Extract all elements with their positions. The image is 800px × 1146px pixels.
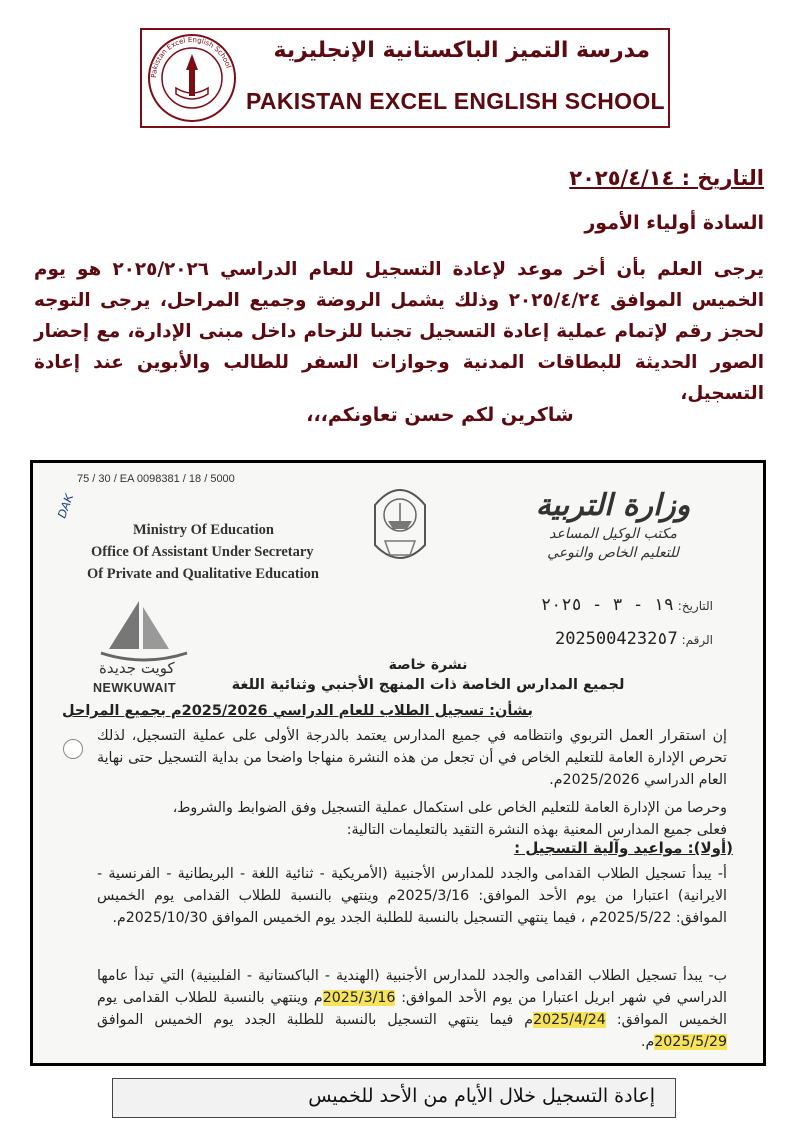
circular-date-label: التاريخ: bbox=[677, 599, 713, 613]
circular-date-value: ١٩ - ٣ - ٢٠٢٥ bbox=[540, 595, 674, 615]
punch-hole bbox=[63, 739, 83, 759]
footer-note: إعادة التسجيل خلال الأيام من الأحد للخميس bbox=[308, 1085, 655, 1107]
kuwait-emblem-icon bbox=[355, 475, 445, 575]
circular-subject: بشأن: تسجيل الطلاب للعام الدراسي 2025/2026م بجميع المراحل bbox=[61, 703, 533, 719]
logo-text: Pakistan Excel English School bbox=[149, 35, 233, 79]
ministry-arabic-sub-2: للتعليم الخاص والنوعي bbox=[547, 545, 679, 561]
school-name-arabic: مدرسة التميز الباكستانية الإنجليزية bbox=[273, 38, 650, 63]
school-logo-icon bbox=[146, 32, 238, 124]
footer-note-box bbox=[112, 1078, 676, 1118]
handwritten-mark: DAK bbox=[54, 492, 77, 520]
item-b-highlight-2: 2025/4/24 bbox=[533, 1012, 606, 1028]
ministry-line-3: Of Private and Qualitative Education bbox=[87, 566, 319, 582]
item-b-text-3: م فيما ينتهي التسجيل بالنسبة للطلبة الجدد يوم الخميس الموافق bbox=[97, 1012, 534, 1028]
ministry-name-arabic bbox=[513, 487, 713, 563]
item-b-text-1: ب- يبدأ تسجيل الطلاب القدامى والجدد للمدارس الأجنبية (الهندية - الباكستانية - الفلبينية) التي تبدأ عامها الدراسي في شهر ابريل اعتبارا من يوم الأحد الموافق: bbox=[97, 968, 728, 1006]
item-b-highlight-1: 2025/3/16 bbox=[322, 990, 396, 1006]
circular-paragraph-1: إن استقرار العمل التربوي وانتظامه في جميع المدارس يعتمد بالدرجة الأولى على عملية التسجيل، لذلك تحرص الإدارة العامة للتعليم الخاص في أن تجعل من هذه النشرة منهاجا واضحا من بداية التسجيل حتى نهاية العام الدراسي 2025/2026م. bbox=[97, 728, 727, 788]
newkuwait-english: NEWKUWAIT bbox=[93, 681, 176, 695]
item-b-text-2: م وينتهي بالنسبة للطلاب القدامى يوم الخميس الموافق: bbox=[97, 990, 727, 1028]
circular-recipients: لجميع المدارس الخاصة ذات المنهج الأجنبي وثنائية اللغة bbox=[231, 677, 625, 693]
circular-ref-number: 75 / 30 / EA 0098381 / 18 / 5000 bbox=[77, 473, 235, 485]
circular-date bbox=[541, 595, 713, 615]
circular-paragraph-3: فعلى جميع المدارس المعنية بهذه النشرة التقيد بالتعليمات التالية: bbox=[346, 822, 727, 838]
circular-title: نشرة خاصة bbox=[388, 657, 468, 673]
letter-paragraph: يرجى العلم بأن أخر موعد لإعادة التسجيل للعام الدراسي ٢٠٢٥/٢٠٢٦ هو يوم الخميس الموافق ٢٠٢٥/٤/٢٤ وذلك يشمل الروضة وجميع المراحل، يرجى التوجه لحجز رقم لإتمام عملية إعادة التسجيل تجنبا للزحام داخل مبنى الإدارة، مع إحضار الصور الحديثة للبطاقات المدنية وجوازات السفر للطالب والأبوين عند إعادة التسجيل، bbox=[34, 259, 765, 404]
circular-section-heading: (أولا): مواعيد وآلية التسجيل : bbox=[514, 839, 733, 857]
school-name-english: PAKISTAN EXCEL ENGLISH SCHOOL bbox=[246, 88, 665, 114]
newkuwait-arabic: كويت جديدة bbox=[99, 659, 175, 677]
circular-number bbox=[555, 629, 713, 649]
ministry-line-1: Ministry Of Education bbox=[133, 522, 274, 538]
letter-salutation: السادة أولياء الأمور bbox=[584, 212, 764, 234]
ministry-name-english bbox=[87, 519, 319, 585]
circular-number-value: 2025004232٥7 bbox=[554, 629, 678, 649]
ministry-arabic-title: وزارة التربية bbox=[535, 488, 691, 523]
circular-item-b bbox=[97, 965, 727, 1053]
letter-date: التاريخ : ٢٠٢٥/٤/١٤ bbox=[569, 166, 764, 190]
item-b-highlight-3: 2025/5/29 bbox=[654, 1034, 727, 1050]
letter-thanks: شاكرين لكم حسن تعاونكم،،، bbox=[306, 404, 574, 426]
circular-paragraph-2: وحرصا من الإدارة العامة للتعليم الخاص على استكمال عملية التسجيل وفق الضوابط والشروط، bbox=[172, 800, 727, 816]
school-header bbox=[140, 28, 670, 128]
ministry-line-2: Office Of Assistant Under Secretary bbox=[91, 544, 314, 560]
circular-number-label: الرقم: bbox=[681, 633, 713, 647]
ministry-arabic-sub-1: مكتب الوكيل المساعد bbox=[549, 526, 677, 542]
circular-item-a: أ- يبدأ تسجيل الطلاب القدامى والجدد للمدارس الأجنبية (الأمريكية - ثنائية اللغة - البريطانية - الفرنسية - الايرانية) اعتبارا من يوم الأحد الموافق: 2025/3/16م وينتهي بالنسبة للطلاب القدامى يوم الخميس الموافق: 2025/5/22م ، فيما ينتهي التسجيل بالنسبة للطلبة الجدد يوم الخميس الموافق 2025/10/30م. bbox=[97, 866, 727, 926]
scanned-circular bbox=[30, 460, 766, 1066]
item-b-text-4: م. bbox=[640, 1034, 655, 1050]
